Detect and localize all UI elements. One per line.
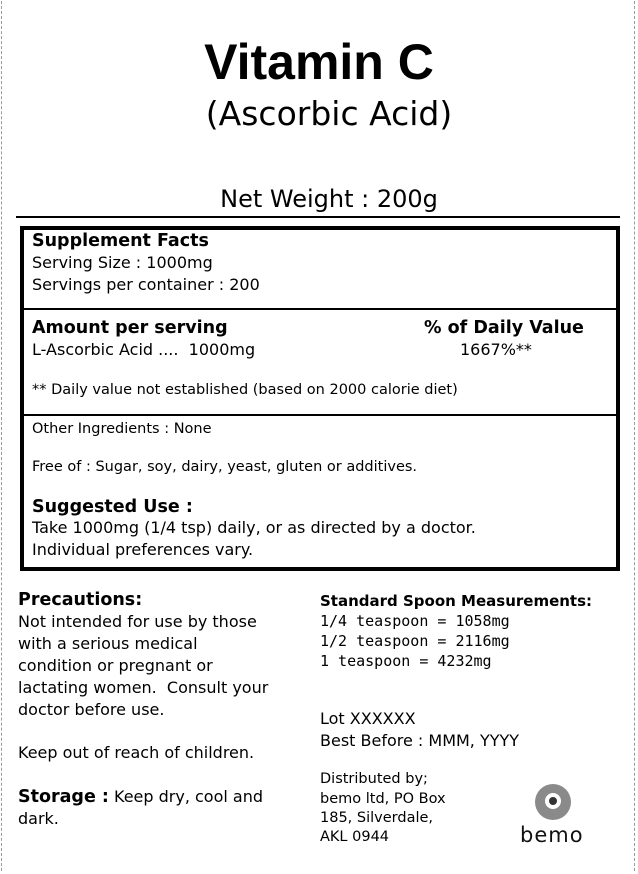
spoon-row: 1/2 teaspoon = 2116mg bbox=[320, 632, 510, 650]
net-weight: Net Weight : 200g bbox=[220, 185, 438, 213]
precautions-line: condition or pregnant or bbox=[18, 656, 213, 675]
amount-header: Amount per serving bbox=[32, 318, 228, 338]
bemo-logo-inner bbox=[545, 793, 561, 809]
spoon-row: 1 teaspoon = 4232mg bbox=[320, 652, 492, 670]
bemo-logo-icon bbox=[535, 784, 571, 820]
distributor-line: 185, Silverdale, bbox=[320, 810, 434, 826]
facts-heading: Supplement Facts bbox=[32, 231, 209, 251]
distributor-line: Distributed by; bbox=[320, 771, 428, 787]
storage-text: Keep dry, cool and bbox=[108, 787, 264, 806]
distributor-line: bemo ltd, PO Box bbox=[320, 791, 446, 807]
suggested-use-line-1: Take 1000mg (1/4 tsp) daily, or as directed by a doctor. bbox=[32, 518, 476, 537]
precautions-line: Not intended for use by those bbox=[18, 612, 257, 631]
serving-size: Serving Size : 1000mg bbox=[32, 253, 213, 272]
daily-value-header: % of Daily Value bbox=[424, 318, 584, 338]
precautions-line: lactating women. Consult your bbox=[18, 678, 269, 697]
suggested-use-heading: Suggested Use : bbox=[32, 497, 193, 517]
other-ingredients: Other Ingredients : None bbox=[32, 421, 212, 437]
free-of: Free of : Sugar, soy, dairy, yeast, gluten or additives. bbox=[32, 459, 418, 475]
precautions-heading: Precautions: bbox=[18, 590, 143, 610]
product-subtitle: (Ascorbic Acid) bbox=[205, 94, 453, 133]
suggested-use-line-2: Individual preferences vary. bbox=[32, 540, 254, 559]
distributor-line: AKL 0944 bbox=[320, 829, 390, 845]
storage-line-2: dark. bbox=[18, 809, 59, 828]
storage-label: Storage : bbox=[18, 787, 109, 807]
precautions-line: doctor before use. bbox=[18, 700, 165, 719]
spoon-row: 1/4 teaspoon = 1058mg bbox=[320, 612, 510, 630]
facts-divider-1 bbox=[22, 308, 618, 310]
storage-line bbox=[18, 786, 263, 808]
product-title: Vitamin C bbox=[204, 34, 434, 90]
facts-divider-2 bbox=[22, 414, 618, 416]
header-rule bbox=[16, 216, 620, 218]
daily-value-note: ** Daily value not established (based on 2000 calorie diet) bbox=[32, 382, 458, 398]
keep-out-of-reach: Keep out of reach of children. bbox=[18, 743, 255, 762]
lot-number: Lot XXXXXX bbox=[320, 709, 416, 728]
spoon-heading: Standard Spoon Measurements: bbox=[320, 592, 593, 610]
ingredient-daily-value: 1667%** bbox=[460, 340, 532, 359]
best-before: Best Before : MMM, YYYY bbox=[320, 731, 520, 750]
precautions-line: with a serious medical bbox=[18, 634, 198, 653]
bemo-logo-text: bemo bbox=[520, 823, 584, 847]
ingredient-row: L-Ascorbic Acid .... 1000mg bbox=[32, 340, 256, 359]
servings-per-container: Servings per container : 200 bbox=[32, 275, 260, 294]
